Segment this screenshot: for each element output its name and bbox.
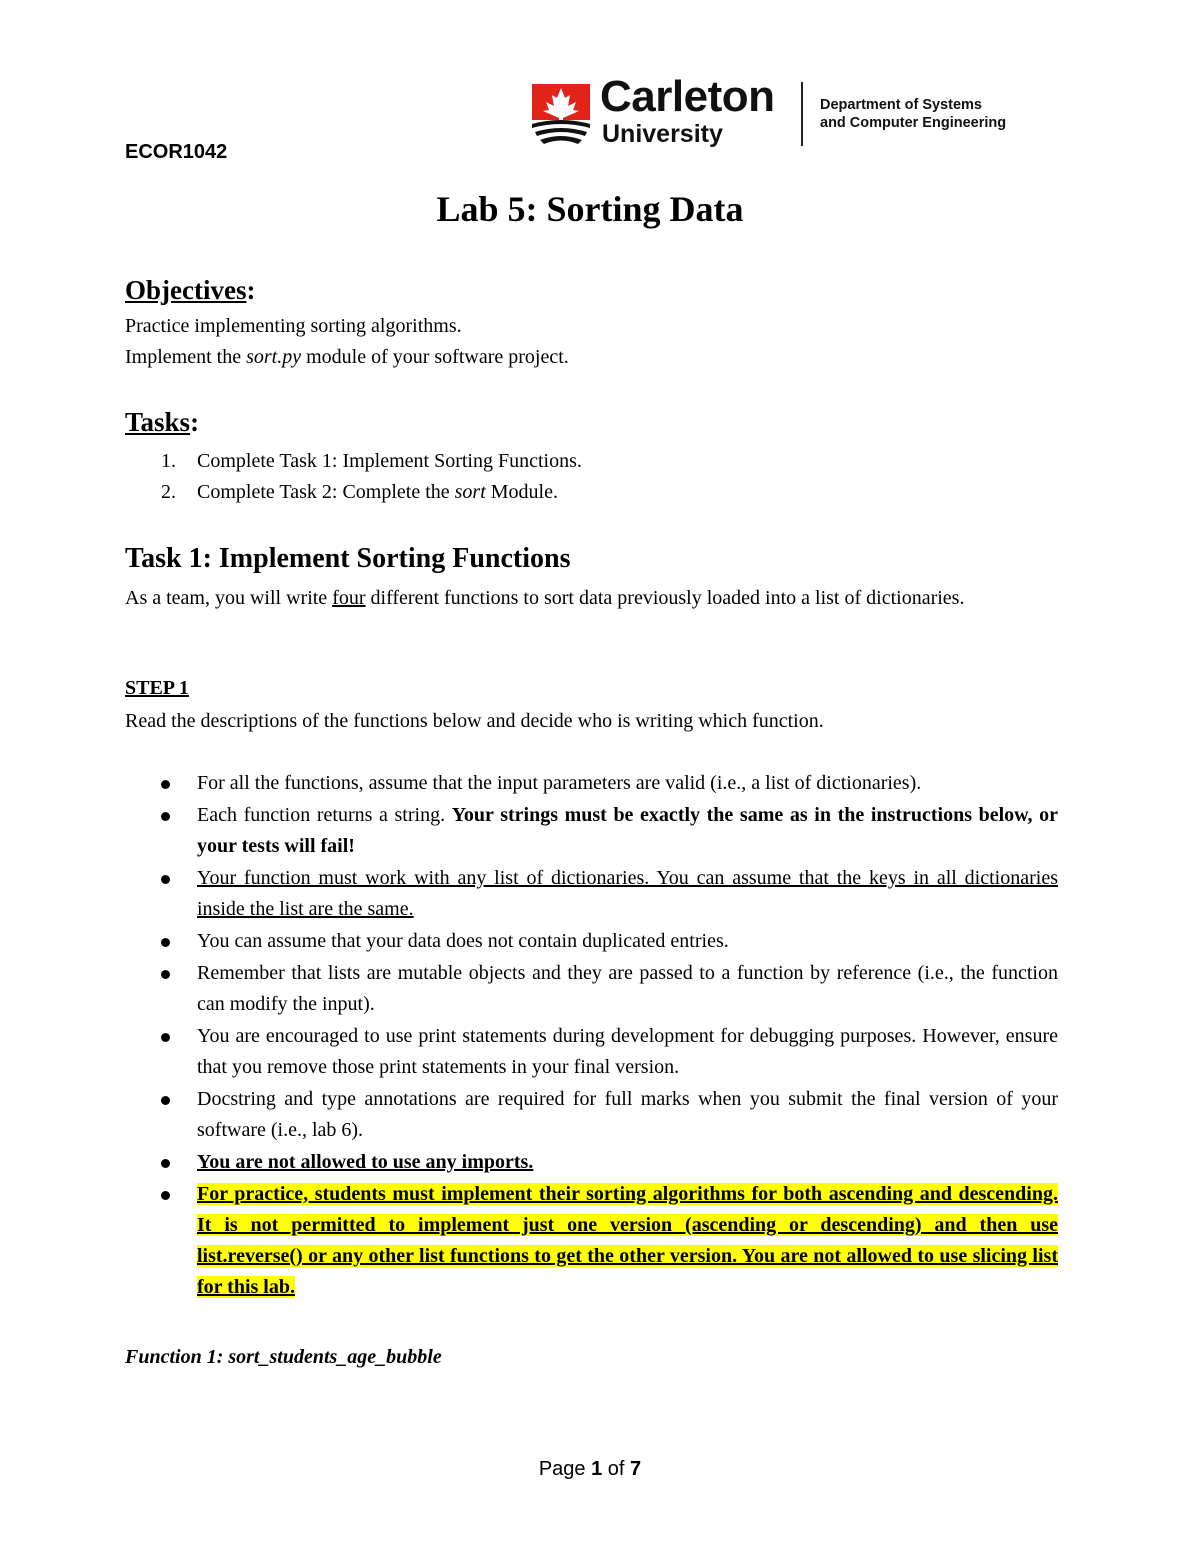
objective-2-filename: sort.py	[246, 346, 302, 368]
task1-intro-post: different functions to sort data previously loaded into a list of dictionaries.	[365, 587, 965, 609]
task-item-2-pre: Complete Task 2: Complete the	[197, 481, 455, 503]
list-item	[160, 863, 1058, 925]
bullet-text: Remember that lists are mutable objects and they are passed to a function by reference (i.e., the function can modify the input).	[197, 962, 1058, 1015]
bullet-dot-icon	[161, 938, 170, 947]
list-item	[160, 926, 1058, 957]
logo-divider	[801, 82, 803, 146]
bullet-dot-icon	[161, 812, 170, 821]
task1-heading: Task 1: Implement Sorting Functions	[125, 543, 571, 574]
task-item-1: Complete Task 1: Implement Sorting Functions.	[197, 450, 582, 472]
course-code: ECOR1042	[125, 141, 228, 163]
function-1-heading: Function 1: sort_students_age_bubble	[125, 1346, 442, 1368]
page-footer	[0, 1458, 1180, 1481]
footer-of-word: of	[607, 1458, 625, 1480]
bullet-dot-icon	[161, 1096, 170, 1105]
bullet-text: Each function returns a string.	[197, 804, 452, 826]
list-item	[160, 768, 1058, 799]
logo-wordmark-university: University	[602, 120, 723, 148]
department-name	[820, 96, 1006, 132]
bullet-dot-icon	[161, 1033, 170, 1042]
page-title: Lab 5: Sorting Data	[436, 189, 744, 229]
bullet-dot-icon	[161, 970, 170, 979]
tasks-heading	[125, 407, 199, 438]
list-item	[160, 1021, 1058, 1083]
task1-intro	[125, 583, 1057, 614]
footer-page-total: 7	[630, 1458, 642, 1480]
bullet-highlighted-text: For practice, students must implement their sorting algorithms for both ascending and descending. It is not permitted to implement just one version (ascending or descending) and then use list.reverse() or any other list functions to get the other version. You are not allowed to use slicing list for this lab.	[197, 1183, 1058, 1298]
bullet-text: You can assume that your data does not contain duplicated entries.	[197, 930, 729, 952]
footer-page-number: 1	[591, 1458, 603, 1480]
task1-intro-four: four	[332, 587, 366, 609]
objective-1: Practice implementing sorting algorithms.	[125, 315, 462, 337]
task-item-2-post: Module.	[485, 481, 558, 503]
objectives-heading-colon: :	[246, 275, 256, 305]
objective-2	[125, 342, 569, 373]
list-item	[160, 1179, 1058, 1303]
task1-intro-pre: As a team, you will write	[125, 587, 333, 609]
bullet-dot-icon	[161, 1191, 170, 1200]
department-line-1: Department of Systems	[820, 97, 982, 113]
task-number-1: 1.	[161, 450, 176, 472]
bullet-dot-icon	[161, 780, 170, 789]
bullet-bold-text: Your strings must be exactly the same as in the instructions below, or your tests will fail!	[197, 804, 1058, 857]
objective-2-post: module of your software project.	[301, 346, 569, 368]
bullet-dot-icon	[161, 875, 170, 884]
bullet-text: Docstring and type annotations are required for full marks when you submit the final version of your software (i.e., lab 6).	[197, 1088, 1058, 1141]
step1-label: STEP 1	[125, 677, 189, 699]
bullet-list	[160, 768, 1058, 1304]
logo-wordmark-carleton: Carleton	[600, 72, 775, 121]
footer-page-word: Page	[538, 1458, 586, 1480]
tasks-heading-colon: :	[190, 407, 200, 437]
maple-leaf-shield-icon	[530, 80, 592, 150]
list-item	[160, 1084, 1058, 1146]
bullet-dot-icon	[161, 1159, 170, 1168]
objectives-heading-text: Objectives	[125, 275, 247, 305]
objectives-heading	[125, 275, 255, 306]
department-line-2: and Computer Engineering	[820, 115, 1007, 131]
tasks-heading-text: Tasks	[125, 407, 191, 437]
bullet-bold-underlined-text: You are not allowed to use any imports.	[197, 1151, 534, 1173]
bullet-underlined-text: Your function must work with any list of dictionaries. You can assume that the keys in all dictionaries inside the list are the same.	[197, 867, 1058, 920]
objective-2-pre: Implement the	[125, 346, 247, 368]
list-item	[160, 1147, 1058, 1178]
task-number-2: 2.	[161, 481, 176, 503]
bullet-text: You are encouraged to use print statements during development for debugging purposes. However, ensure that you remove those print statements in your final version.	[197, 1025, 1058, 1078]
list-item	[160, 800, 1058, 862]
task-item-2	[197, 481, 558, 504]
step1-text: Read the descriptions of the functions below and decide who is writing which function.	[125, 710, 824, 732]
university-logo	[530, 72, 1010, 158]
list-item	[160, 958, 1058, 1020]
bullet-text: For all the functions, assume that the input parameters are valid (i.e., a list of dictionaries).	[197, 772, 922, 794]
task-item-2-module: sort	[454, 481, 486, 503]
